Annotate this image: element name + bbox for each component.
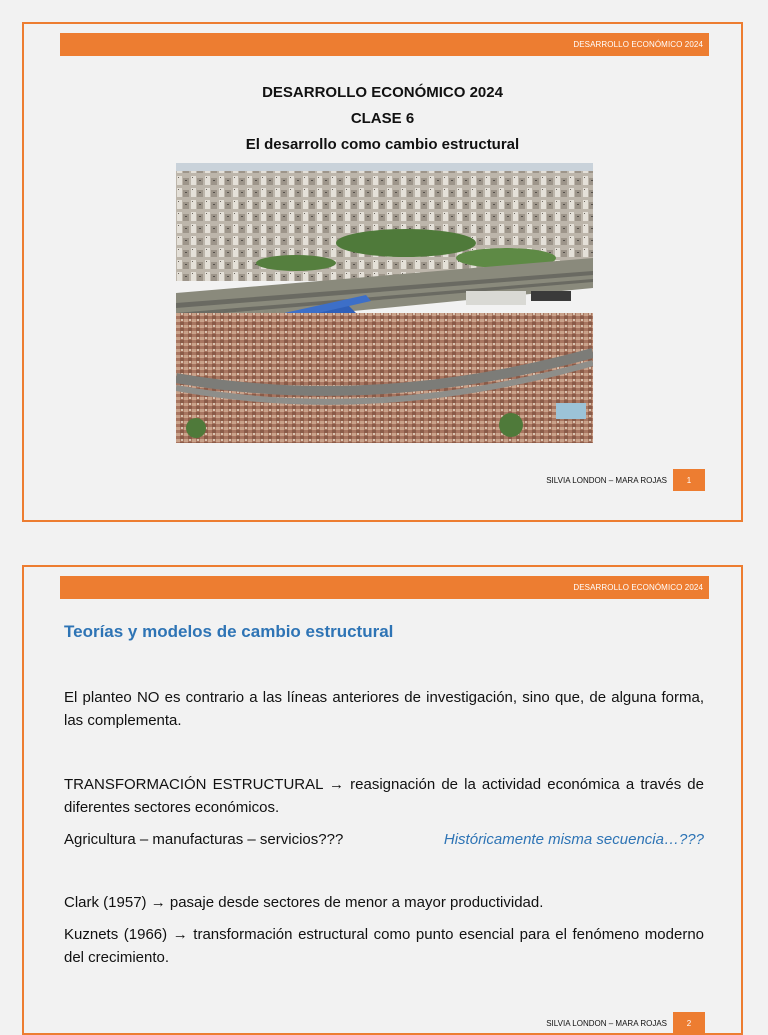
paragraph-3 bbox=[64, 828, 704, 851]
footer-author: SILVIA LONDON – MARA ROJAS bbox=[546, 1018, 667, 1028]
slide-2 bbox=[22, 565, 743, 1035]
slide-banner bbox=[60, 33, 709, 56]
historical-sequence-note: Históricamente misma secuencia…??? bbox=[443, 831, 704, 848]
title-line-topic: El desarrollo como cambio estructural bbox=[245, 136, 520, 153]
sector-sequence-text: Agricultura – manufacturas – servicios??? bbox=[64, 831, 344, 848]
slide-1 bbox=[22, 22, 743, 522]
paragraph-5: Kuznets (1966) → transformación estructural como punto esencial para el fenómeno moderno del crecimiento. bbox=[64, 926, 704, 966]
paragraph-1: El planteo NO es contrario a las líneas anteriores de investigación, sino que, de alguna forma, las complementa. bbox=[64, 689, 704, 729]
slide-title bbox=[24, 80, 741, 158]
city-aerial-photo bbox=[176, 163, 593, 443]
footer-author: SILVIA LONDON – MARA ROJAS bbox=[546, 475, 667, 485]
slide-footer bbox=[546, 469, 705, 491]
page-number: 2 bbox=[673, 1012, 705, 1034]
page-number: 1 bbox=[673, 469, 705, 491]
slide-heading: Teorías y modelos de cambio estructural bbox=[64, 622, 394, 641]
paragraph-4: Clark (1957) → pasaje desde sectores de menor a mayor productividad. bbox=[64, 894, 544, 911]
slide-banner bbox=[60, 576, 709, 599]
paragraph-2: TRANSFORMACIÓN ESTRUCTURAL → reasignación de la actividad económica a través de diferentes sectores económicos. bbox=[64, 776, 704, 816]
banner-text: DESARROLLO ECONÓMICO 2024 bbox=[573, 583, 703, 592]
title-line-course: DESARROLLO ECONÓMICO 2024 bbox=[262, 84, 503, 101]
title-line-class: CLASE 6 bbox=[350, 110, 415, 127]
banner-text: DESARROLLO ECONÓMICO 2024 bbox=[573, 40, 703, 49]
slide-footer bbox=[546, 1012, 705, 1034]
